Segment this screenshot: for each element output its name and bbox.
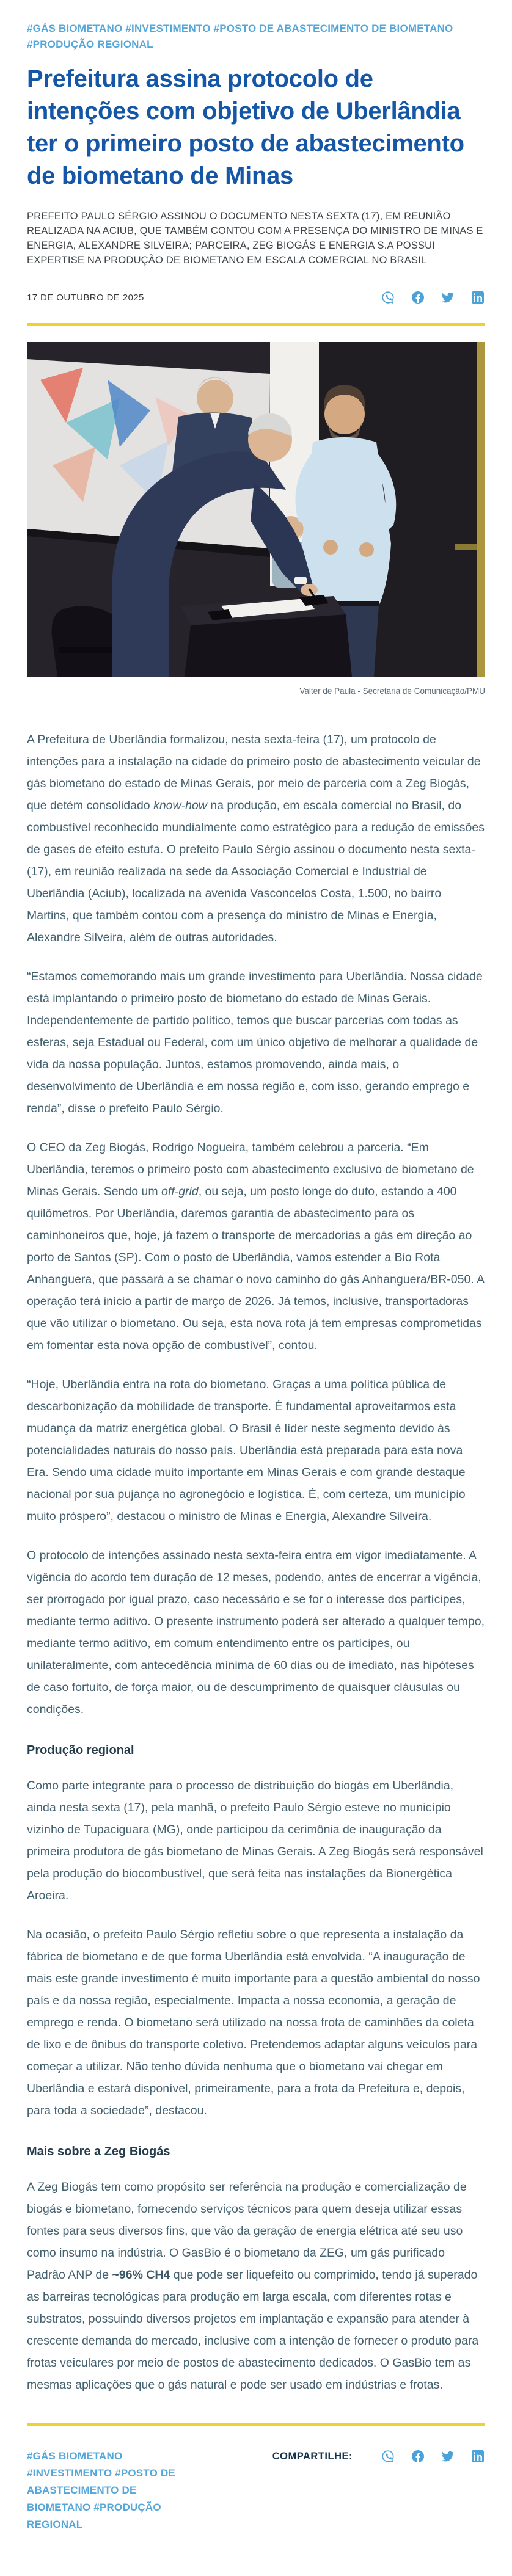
article-paragraph: A Prefeitura de Uberlândia formalizou, nesta sexta-feira (17), um protocolo de intenções para a instalação na cidade do primeiro posto de abastecimento veicular de gás biometano do estado de Minas Gerais, por meio de parceria com a Zeg Biogás, que detém consolidado know-how na produção, em escala comercial no Brasil, do combustível reconhecido mundialmente como estratégico para a redução de emissões de gases de efeito estufa. O prefeito Paulo Sérgio assinou o documento nesta sexta- (17), em reunião realizada na sede da Associação Comercial e Industrial de Uberlândia (Aciub), localizada na avenida Vasconcelos Costa, 1.500, no bairro Martins, que também contou com a presença do ministro de Minas e Energia, Alexandre Silveira, além de outras autoridades. [27, 733, 485, 945]
footer-share-row [381, 2449, 485, 2464]
linkedin-share-icon[interactable] [470, 2449, 485, 2464]
article-paragraph: “Hoje, Uberlândia entra na rota do biometano. Graças a uma política pública de descarbonização da mobilidade de transporte. É fundamental aproveitarmos esta mudança da matriz energética global. O Brasil é líder neste segmento devido às potencialidades naturais do nosso país. Uberlândia está preparada para esta nova Era. Sendo uma cidade muito importante em Minas Gerais e com grande destaque nacional por sua pujança no agronegócio e logística. É, com certeza, um município muito próspero”, destacou o ministro de Minas e Energia, Alexandre Silveira. [27, 1378, 466, 1524]
photo-illustration [27, 342, 485, 677]
article-paragraph: “Estamos comemorando mais um grande investimento para Uberlândia. Nossa cidade está implantando o primeiro posto de biometano do estado de Minas Gerais. Independentemente de partido político, temos que buscar parcerias com todas as esferas, seja Estadual ou Federal, com um único objetivo de melhorar a qualidade de vida da nossa população. Juntos, estamos promovendo, ainda mais, o desenvolvimento de Uberlândia e em nossa região e, com isso, gerando emprego e renda”, disse o prefeito Paulo Sérgio. [27, 970, 483, 1116]
article-tags[interactable]: #GÁS BIOMETANO #INVESTIMENTO #POSTO DE ABASTECIMENTO DE BIOMETANO #PRODUÇÃO REGIONAL [27, 23, 453, 51]
page-title: Prefeitura assina protocolo de intenções com objetivo de Uberlândia ter o primeiro posto de abastecimento de biometano de Minas [27, 65, 464, 190]
photo-caption: Valter de Paula - Secretaria de Comunicação/PMU [299, 686, 485, 696]
article-paragraph: A Zeg Biogás tem como propósito ser referência na produção e comercialização de biogás e biometano, fornecendo serviços técnicos para quem deseja utilizar essas fontes para seus diversos fins, que vão da geração de energia elétrica até seu uso como insumo na indústria. O GasBio é o biometano da ZEG, um gás purificado Padrão ANP de ~96% CH4 que pode ser liquefeito ou comprimido, tendo já superado as barreiras tecnológicas para produção em larga escala, com diferentes rotas e substratos, possuindo diversos projetos em implantação e expansão para atender à crescente demanda do mercado, inclusive com a intenção de fornecer o produto para frotas veiculares por meio de postos de abastecimento dedicados. O GasBio tem as mesmas aplicações que o gás natural e pode ser usado em indústrias e frotas. [27, 2180, 479, 2392]
whatsapp-share-icon[interactable] [381, 290, 395, 305]
article-paragraph: Na ocasião, o prefeito Paulo Sérgio refletiu sobre o que representa a instalação da fábrica de biometano e de que forma Uberlândia está envolvida. “A inauguração de mais este grande investimento é muito importante para a questão ambiental do nosso país e da nossa região, especialmente. Impacta a nossa economia, a geração de emprego e renda. O biometano será utilizado na nossa frota de caminhões da coleta de lixo e de ônibus do transporte coletivo. Pretendemos adaptar alguns veículos para começar a utilizar. Não tenho dúvida nenhuma que o biometano vai chegar em Uberlândia e estará disponível, primeiramente, para a frota da Prefeitura e, depois, para toda a sociedade”, destacou. [27, 1928, 480, 2118]
yellow-divider-top [27, 323, 485, 326]
facebook-share-icon[interactable] [411, 2449, 425, 2464]
article-photo [27, 342, 485, 677]
publish-date: 17 DE OUTUBRO DE 2025 [27, 292, 144, 303]
header-share-row [381, 290, 485, 305]
section-heading: Mais sobre a Zeg Biogás [27, 2145, 170, 2159]
whatsapp-share-icon[interactable] [381, 2449, 395, 2464]
footer-share [272, 2448, 485, 2464]
share-label: COMPARTILHE: [272, 2450, 353, 2462]
meta-row [27, 290, 485, 305]
article-paragraph: Como parte integrante para o processo de distribuição do biogás em Uberlândia, ainda nesta sexta (17), pela manhã, o prefeito Paulo Sérgio esteve no município vizinho de Tupaciguara (MG), onde participou da cerimônia de inauguração da primeira produtora de gás biometano de Minas Gerais. A Zeg Biogás será responsável pela produção do biocombustível, que será feita nas instalações da Bionergética Aroeira. [27, 1779, 483, 1903]
article-subtitle: PREFEITO PAULO SÉRGIO ASSINOU O DOCUMENTO NESTA SEXTA (17), EM REUNIÃO REALIZADA NA ACIUB, QUE TAMBÉM CONTOU COM A PRESENÇA DO MINISTRO DE MINAS E ENERGIA, ALEXANDRE SILVEIRA; PARCEIRA, ZEG BIOGÁS E ENERGIA S.A POSSUI EXPERTISE NA PRODUÇÃO DE BIOMETANO EM ESCALA COMERCIAL NO BRASIL [27, 211, 483, 266]
article-body [27, 729, 485, 2396]
article-footer [27, 2426, 485, 2533]
linkedin-share-icon[interactable] [470, 290, 485, 305]
article-paragraph: O CEO da Zeg Biogás, Rodrigo Nogueira, também celebrou a parceria. “Em Uberlândia, teremos o primeiro posto com abastecimento exclusivo de biometano de Minas Gerais. Sendo um off-grid, ou seja, um posto longe do duto, estando a 400 quilômetros. Por Uberlândia, daremos garantia de abastecimento para os caminhoneiros que, hoje, já fazem o transporte de mercadorias a gás em direção ao porto de Santos (SP). Com o posto de Uberlândia, vamos estender a Bio Rota Anhanguera, que passará a se chamar o novo caminho do gás Anhanguera/BR-050. A operação terá início a partir de março de 2026. Já temos, inclusive, transportadoras que vão utilizar o biometano. Ou seja, esta nova rota já tem empresas comprometidas em fomentar esta nova opção de combustível”, contou. [27, 1141, 485, 1353]
section-heading: Produção regional [27, 1744, 134, 1758]
facebook-share-icon[interactable] [411, 290, 425, 305]
twitter-share-icon[interactable] [441, 290, 455, 305]
footer-tags[interactable]: #GÁS BIOMETANO #INVESTIMENTO #POSTO DE ABASTECIMENTO DE BIOMETANO #PRODUÇÃO REGIONAL [27, 2450, 175, 2531]
twitter-share-icon[interactable] [441, 2449, 455, 2464]
article-photo-figure [27, 342, 485, 696]
article-paragraph: O protocolo de intenções assinado nesta sexta-feira entra em vigor imediatamente. A vigência do acordo tem duração de 12 meses, podendo, antes de encerrar a vigência, ser prorrogado por igual prazo, caso necessário e se for o interesse dos partícipes, mediante termo aditivo. O presente instrumento poderá ser alterado a qualquer tempo, mediante termo aditivo, em comum entendimento entre os partícipes, ou unilateralmente, com antecedência mínima de 60 dias ou de imediato, nas hipóteses de caso fortuito, de força maior, ou de descumprimento de quaisquer cláusulas ou condições. [27, 1549, 485, 1717]
